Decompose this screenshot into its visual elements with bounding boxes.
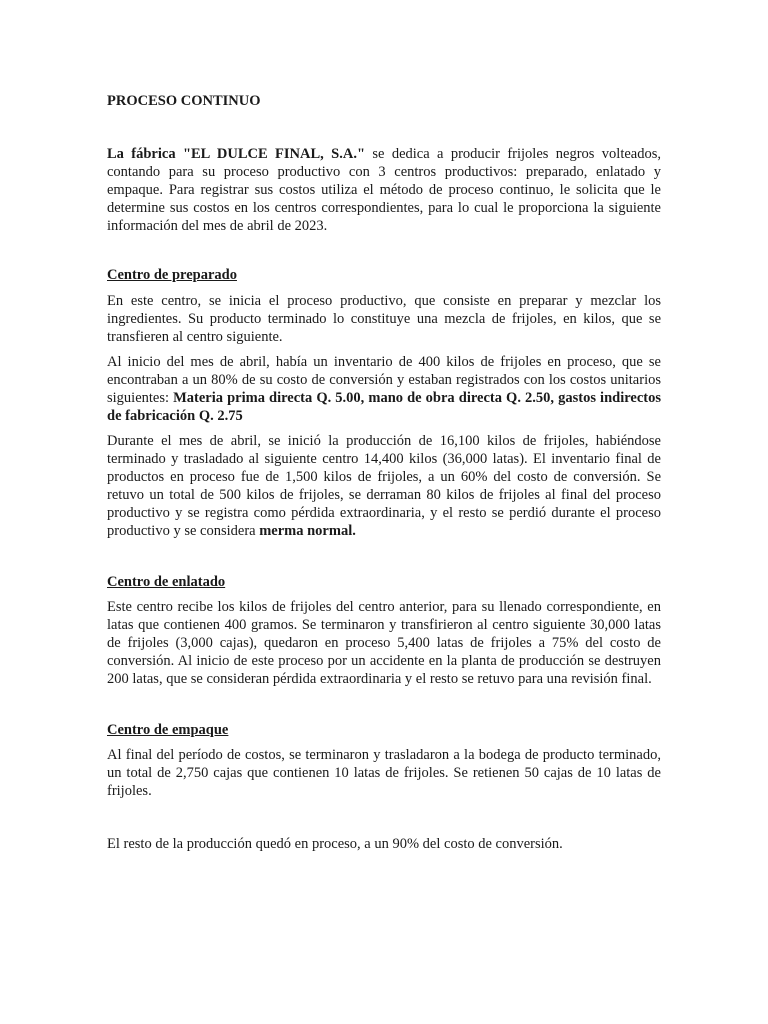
paragraph xyxy=(107,353,661,425)
paragraph-text: Al inicio del mes de abril, había un inventario de 400 kilos de frijoles en proceso, que se encontraban a un 80% de su costo de conversión y estaban registrados con los costos unitarios siguientes: xyxy=(107,354,661,406)
paragraph xyxy=(107,432,661,540)
merma-normal-text: merma normal. xyxy=(259,523,356,539)
section-empaque xyxy=(107,746,661,800)
closing-section xyxy=(107,835,661,853)
paragraph-text: Durante el mes de abril, se inició la producción de 16,100 kilos de frijoles, habiéndose terminado y trasladado al siguiente centro 14,400 kilos (36,000 latas). El inventario final de productos en proceso fue de 1,500 kilos de frijoles, a un 60% del costo de conversión. Se retuvo un total de 500 kilos de frijoles, se derraman 80 kilos de frijoles al final del proceso productivo y se registra como pérdida extraordinaria, y el resto se perdió durante el proceso productivo y se considera xyxy=(107,433,661,539)
document-title: PROCESO CONTINUO xyxy=(107,93,261,109)
paragraph: En este centro, se inicia el proceso productivo, que consiste en preparar y mezclar los ingredientes. Su producto terminado lo constituye una mezcla de frijoles, en kilos, que se transfieren al centro siguiente. xyxy=(107,293,661,345)
paragraph: Al final del período de costos, se terminaron y trasladaron a la bodega de producto terminado, un total de 2,750 cajas que contienen 10 latas de frijoles. Se retienen 50 cajas de 10 latas de frijoles. xyxy=(107,747,661,799)
intro-section xyxy=(107,145,661,235)
heading-text: Centro de preparado xyxy=(107,267,237,283)
section-heading-enlatado xyxy=(107,573,661,591)
heading-text: Centro de enlatado xyxy=(107,574,226,590)
heading-text: Centro de empaque xyxy=(107,722,229,738)
section-heading-empaque xyxy=(107,721,661,739)
section-preparado xyxy=(107,292,661,540)
unit-costs-text: Materia prima directa Q. 5.00, mano de obra directa Q. 2.50, gastos indirectos de fabricación Q. 2.75 xyxy=(107,390,661,424)
closing-paragraph: El resto de la producción quedó en proceso, a un 90% del costo de conversión. xyxy=(107,836,563,852)
intro-text: se dedica a producir frijoles negros volteados, contando para su proceso productivo con 3 centros productivos: preparado, enlatado y empaque. Para registrar sus costos utiliza el método de proceso continuo, le solicita que le determine sus costos en los centros correspondientes, para lo cual le proporciona la siguiente información del mes de abril de 2023. xyxy=(107,146,661,234)
paragraph: Este centro recibe los kilos de frijoles del centro anterior, para su llenado correspondiente, en latas que contienen 400 gramos. Se terminaron y transfirieron al centro siguiente 30,000 latas de frijoles (3,000 cajas), quedaron en proceso 5,400 latas de frijoles a 75% del costo de conversión. Al inicio de este proceso por un accidente en la planta de producción se destruyen 200 latas, que se consideran pérdida extraordinaria y el resto se retuvo para una revisión final. xyxy=(107,599,661,687)
intro-paragraph xyxy=(107,145,661,235)
section-heading-preparado xyxy=(107,266,661,284)
section-enlatado xyxy=(107,598,661,688)
company-name: La fábrica "EL DULCE FINAL, S.A." xyxy=(107,146,365,162)
